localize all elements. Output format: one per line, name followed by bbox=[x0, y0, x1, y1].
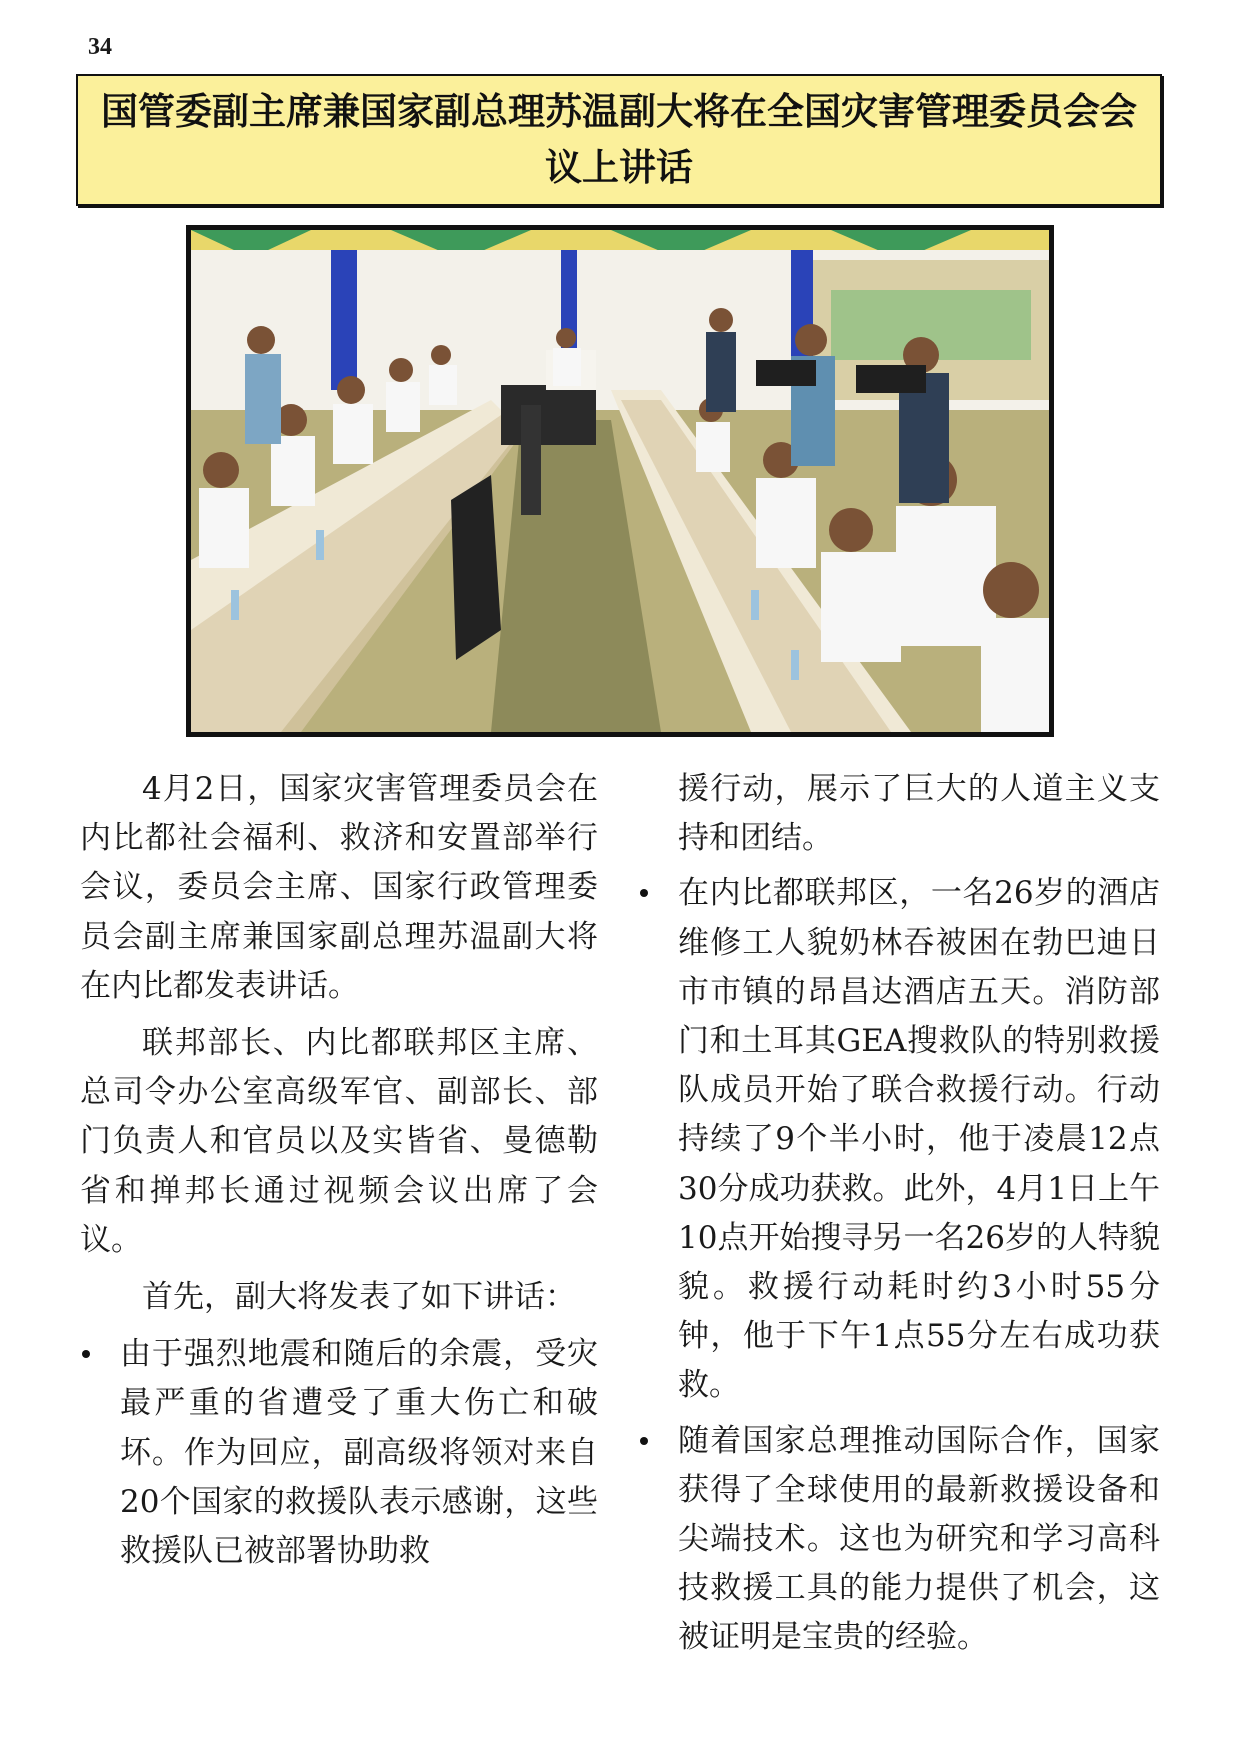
bullet-dot-icon bbox=[640, 1437, 648, 1445]
bullet-continuation bbox=[638, 765, 1160, 863]
bullet-dot-icon bbox=[640, 889, 648, 897]
bullet-list-right bbox=[638, 765, 1160, 1663]
page-number: 34 bbox=[88, 34, 112, 60]
page-title: 国管委副主席兼国家副总理苏温副大将在全国灾害管理委员会会议上讲话 bbox=[101, 90, 1137, 189]
paragraph-1: 4月2日，国家灾害管理委员会在内比都社会福利、救济和安置部举行会议，委员会主席、国家行政管理委员会副主席兼国家副总理苏温副大将在内比都发表讲话。 bbox=[80, 771, 598, 1004]
bullet-list-left bbox=[80, 1330, 598, 1576]
bullet-dot-icon bbox=[82, 1350, 90, 1358]
bullet-item bbox=[638, 869, 1160, 1410]
bullet-text: 由于强烈地震和随后的余震，受灾最严重的省遭受了重大伤亡和破坏。作为回应，副高级将领对来自20个国家的救援队表示感谢，这些救援队已被部署协助救 bbox=[120, 1336, 598, 1570]
bullet-text: 在内比都联邦区，一名26岁的酒店维修工人貌奶林吞被困在勃巴迪日市市镇的昂昌达酒店五天。消防部门和土耳其GEA搜救队的特别救援队成员开始了联合救援行动。行动持续了9个半小时，他于凌晨12点30分成功获救。此外，4月1日上午10点开始搜寻另一名26岁的人特貌貌。救援行动耗时约3小时55分钟，他于下午1点55分左右成功获救。 bbox=[678, 875, 1160, 1404]
bullet-item bbox=[638, 1417, 1160, 1663]
bullet-text: 随着国家总理推动国际合作，国家获得了全球使用的最新救援设备和尖端技术。这也为研究和学习高科技救援工具的能力提供了机会，这被证明是宝贵的经验。 bbox=[678, 1422, 1160, 1656]
meeting-photo-illustration bbox=[191, 230, 1049, 732]
paragraph-2: 联邦部长、内比都联邦区主席、总司令办公室高级军官、副部长、部门负责人和官员以及实皆省、曼德勒省和掸邦长通过视频会议出席了会议。 bbox=[80, 1025, 598, 1258]
meeting-photo bbox=[186, 225, 1054, 737]
paragraph-3: 首先，副大将发表了如下讲话： bbox=[142, 1279, 576, 1316]
title-banner bbox=[76, 74, 1162, 206]
left-column bbox=[80, 765, 598, 1582]
bullet-item bbox=[80, 1330, 598, 1576]
right-column bbox=[638, 765, 1160, 1669]
bullet-continuation-text: 援行动，展示了巨大的人道主义支持和团结。 bbox=[678, 771, 1160, 857]
